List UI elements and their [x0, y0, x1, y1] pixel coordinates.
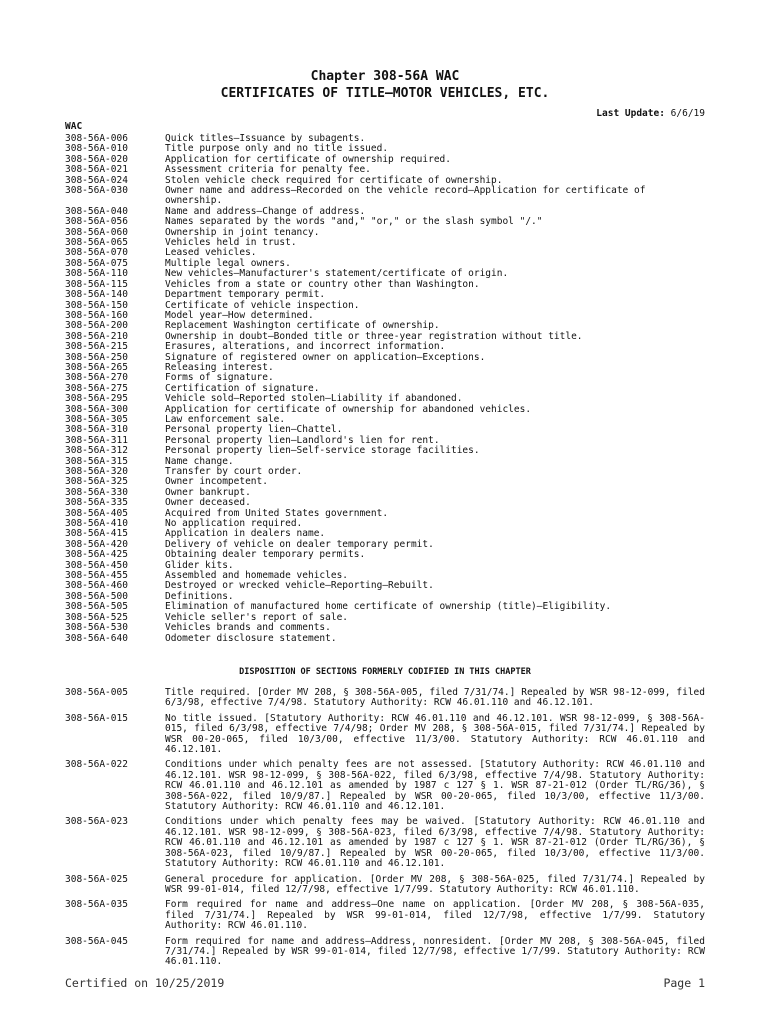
section-title: Owner name and address—Recorded on the vehicle record—Application for certificate of ownership.	[165, 185, 646, 207]
section-number: 308-56A-010	[65, 143, 128, 155]
section-number: 308-56A-060	[65, 226, 128, 238]
section-number: 308-56A-275	[65, 382, 128, 394]
section-title: Personal property lien—Landlord's lien for rent.	[165, 434, 440, 446]
section-row	[65, 457, 705, 467]
disposition-row	[65, 688, 705, 709]
section-row	[65, 467, 705, 477]
section-row	[65, 602, 705, 612]
section-title: Owner incompetent.	[165, 476, 268, 488]
disposition-row	[65, 714, 705, 756]
section-number: 308-56A-410	[65, 518, 128, 530]
section-row	[65, 477, 705, 487]
section-title: Ownership in joint tenancy.	[165, 226, 320, 238]
disposition-text: Conditions under which penalty fees are not assessed. [Statutory Authority: RCW 46.01.110 and 46.12.101. WSR 98-12-099, § 308-56A-022, filed 6/3/98, effective 7/4/98. Statutory Authority: RCW 46.01.110 and 46.12.101 as amended by 1987 c 127 § 1. WSR 87-21-012 (Order TL/RG/36), § 308-56A-022, filed 10/9/87.] Repealed by WSR 00-20-065, filed 10/3/00, effective 11/3/00. Statutory Authority: RCW 46.01.110 and 46.12.101.	[165, 759, 705, 813]
section-number: 308-56A-150	[65, 299, 128, 311]
section-title: Odometer disclosure statement.	[165, 632, 337, 644]
section-title: Elimination of manufactured home certificate of ownership (title)—Eligibility.	[165, 601, 612, 613]
section-title: Definitions.	[165, 590, 234, 602]
section-row	[65, 550, 705, 560]
section-number: 308-56A-335	[65, 497, 128, 509]
section-row	[65, 405, 705, 415]
section-number: 308-56A-305	[65, 413, 128, 425]
section-row	[65, 394, 705, 404]
section-number: 308-56A-425	[65, 549, 128, 561]
section-title: Ownership in doubt—Bonded title or three-year registration without title.	[165, 330, 583, 342]
section-row	[65, 634, 705, 644]
disposition-number: 308-56A-023	[65, 816, 128, 828]
disposition-text: No title issued. [Statutory Authority: RCW 46.01.110 and 46.12.101. WSR 98-12-099, § 308-56A-015, filed 6/3/98, effective 7/4/98; Order MV 208, § 308-56A-015, filed 7/31/74.] Repealed by WSR 00-20-065, filed 10/3/00, effective 11/3/00. Statutory Authority: RCW 46.01.110 and 46.12.101.	[165, 712, 705, 756]
section-number: 308-56A-300	[65, 403, 128, 415]
disposition-row	[65, 937, 705, 968]
section-row	[65, 613, 705, 623]
disposition-text: Form required for name and address—Address, nonresident. [Order MV 208, § 308-56A-045, filed 7/31/74.] Repealed by WSR 99-01-014, filed 12/7/98, effective 1/7/99. Statutory Authority: RCW 46.01.110.	[165, 935, 705, 968]
section-title: Destroyed or wrecked vehicle—Reporting—Rebuilt.	[165, 580, 434, 592]
section-title: Certification of signature.	[165, 382, 320, 394]
section-number: 308-56A-070	[65, 247, 128, 259]
disposition-number: 308-56A-035	[65, 899, 128, 911]
section-number: 308-56A-500	[65, 590, 128, 602]
page-number: Page 1	[663, 976, 705, 990]
section-title: Obtaining dealer temporary permits.	[165, 549, 366, 561]
section-title: Name and address—Change of address.	[165, 205, 366, 217]
section-title: Application in dealers name.	[165, 528, 326, 540]
section-title: Multiple legal owners.	[165, 257, 291, 269]
section-number: 308-56A-056	[65, 216, 128, 228]
section-number: 308-56A-455	[65, 570, 128, 582]
section-title: Vehicle seller's report of sale.	[165, 611, 349, 623]
section-number: 308-56A-140	[65, 289, 128, 301]
section-title: Vehicle sold—Reported stolen—Liability if abandoned.	[165, 393, 463, 405]
section-list	[65, 134, 705, 644]
section-title: Assessment criteria for penalty fee.	[165, 164, 371, 176]
section-number: 308-56A-250	[65, 351, 128, 363]
disposition-heading: DISPOSITION OF SECTIONS FORMERLY CODIFIED IN THIS CHAPTER	[239, 667, 531, 677]
section-title: Application for certificate of ownership for abandoned vehicles.	[165, 403, 532, 415]
section-row	[65, 217, 705, 227]
section-row	[65, 561, 705, 571]
section-number: 308-56A-210	[65, 330, 128, 342]
section-title: Certificate of vehicle inspection.	[165, 299, 360, 311]
section-row	[65, 280, 705, 290]
section-row	[65, 373, 705, 383]
section-title: Acquired from United States government.	[165, 507, 389, 519]
section-title: Stolen vehicle check required for certificate of ownership.	[165, 174, 503, 186]
section-number: 308-56A-030	[65, 185, 128, 197]
disposition-number: 308-56A-005	[65, 687, 128, 698]
section-row	[65, 186, 705, 207]
section-number: 308-56A-021	[65, 164, 128, 176]
section-number: 308-56A-295	[65, 393, 128, 405]
disposition-number: 308-56A-025	[65, 873, 128, 885]
section-number: 308-56A-640	[65, 632, 128, 644]
section-row	[65, 446, 705, 456]
section-title: Vehicles held in trust.	[165, 237, 297, 249]
chapter-title: Chapter 308-56A WAC	[310, 69, 460, 84]
section-title: Replacement Washington certificate of ownership.	[165, 320, 440, 332]
section-number: 308-56A-075	[65, 257, 128, 269]
section-title: Transfer by court order.	[165, 466, 303, 477]
section-row	[65, 488, 705, 498]
section-title: Glider kits.	[165, 559, 234, 571]
section-title: Model year—How determined.	[165, 309, 314, 321]
section-row	[65, 363, 705, 373]
section-title: Vehicles brands and comments.	[165, 622, 331, 634]
section-title: Personal property lien—Self-service storage facilities.	[165, 445, 480, 457]
section-title: Name change.	[165, 455, 234, 467]
section-title: Leased vehicles.	[165, 247, 257, 259]
section-number: 308-56A-265	[65, 361, 128, 373]
section-number: 308-56A-460	[65, 580, 128, 592]
section-number: 308-56A-325	[65, 476, 128, 488]
section-row	[65, 248, 705, 258]
section-number: 308-56A-450	[65, 559, 128, 571]
section-number: 308-56A-312	[65, 445, 128, 457]
disposition-text: General procedure for application. [Order MV 208, § 308-56A-025, filed 7/31/74.] Repealed by WSR 99-01-014, filed 12/7/98, effective 1/7/99. Statutory Authority: RCW 46.01.110.	[165, 873, 705, 895]
section-title: Owner bankrupt.	[165, 486, 251, 498]
section-number: 308-56A-530	[65, 622, 128, 634]
section-number: 308-56A-415	[65, 528, 128, 540]
contents-heading: WAC	[65, 121, 83, 132]
section-row	[65, 155, 705, 165]
disposition-number: 308-56A-045	[65, 935, 128, 947]
section-number: 308-56A-320	[65, 466, 128, 477]
disposition-row	[65, 817, 705, 869]
section-number: 308-56A-115	[65, 278, 128, 290]
disposition-row	[65, 900, 705, 931]
section-row	[65, 238, 705, 248]
section-row	[65, 301, 705, 311]
section-title: Vehicles from a state or country other than Washington.	[165, 278, 480, 290]
section-row	[65, 581, 705, 591]
disposition-list	[65, 688, 705, 973]
section-row	[65, 290, 705, 300]
section-number: 308-56A-024	[65, 174, 128, 186]
section-number: 308-56A-040	[65, 205, 128, 217]
section-title: Names separated by the words "and," "or," or the slash symbol "/."	[165, 216, 543, 228]
disposition-text: Conditions under which penalty fees may be waived. [Statutory Authority: RCW 46.01.110 and 46.12.101. WSR 98-12-099, § 308-56A-023, filed 6/3/98, effective 7/4/98. Statutory Authority: RCW 46.01.110 and 46.12.101 as amended by 1987 c 127 § 1. WSR 87-21-012 (Order TL/RG/36), § 308-56A-023, filed 10/9/87.] Repealed by WSR 00-20-065, filed 10/3/00, effective 11/3/00. Statutory Authority: RCW 46.01.110 and 46.12.101.	[165, 816, 705, 870]
section-number: 308-56A-505	[65, 601, 128, 613]
section-number: 308-56A-215	[65, 341, 128, 353]
disposition-number: 308-56A-015	[65, 712, 128, 724]
last-update-label: Last Update:	[596, 108, 665, 119]
section-number: 308-56A-200	[65, 320, 128, 332]
section-row	[65, 353, 705, 363]
section-title: Delivery of vehicle on dealer temporary permit.	[165, 538, 434, 550]
section-number: 308-56A-270	[65, 372, 128, 384]
section-number: 308-56A-110	[65, 268, 128, 280]
section-number: 308-56A-006	[65, 133, 128, 144]
section-number: 308-56A-310	[65, 424, 128, 436]
section-row	[65, 623, 705, 633]
disposition-number: 308-56A-022	[65, 759, 128, 771]
disposition-text: Title required. [Order MV 208, § 308-56A-005, filed 7/31/74.] Repealed by WSR 98-12-099, filed 6/3/98, effective 7/4/98. Statutory Authority: RCW 46.01.110 and 46.12.101.	[165, 687, 705, 709]
section-number: 308-56A-330	[65, 486, 128, 498]
section-row	[65, 228, 705, 238]
section-title: Quick titles—Issuance by subagents.	[165, 133, 366, 144]
section-row	[65, 519, 705, 529]
section-title: Erasures, alterations, and incorrect information.	[165, 341, 446, 353]
section-number: 308-56A-065	[65, 237, 128, 249]
last-update-value: 6/6/19	[670, 108, 705, 119]
section-title: Law enforcement sale.	[165, 413, 286, 425]
section-title: New vehicles—Manufacturer's statement/certificate of origin.	[165, 268, 509, 280]
section-row	[65, 342, 705, 352]
section-title: Assembled and homemade vehicles.	[165, 570, 349, 582]
certified-date: Certified on 10/25/2019	[65, 976, 225, 990]
section-number: 308-56A-405	[65, 507, 128, 519]
section-title: Application for certificate of ownership required.	[165, 153, 451, 165]
disposition-text: Form required for name and address—One name on application. [Order MV 208, § 308-56A-035, filed 7/31/74.] Repealed by WSR 99-01-014, filed 12/7/98, effective 1/7/99. Statutory Authority: RCW 46.01.110.	[165, 899, 705, 932]
chapter-subtitle: CERTIFICATES OF TITLE—MOTOR VEHICLES, ETC.	[220, 86, 550, 101]
section-title: Personal property lien—Chattel.	[165, 424, 343, 436]
section-title: Signature of registered owner on application—Exceptions.	[165, 351, 486, 363]
section-title: Forms of signature.	[165, 372, 274, 384]
section-row	[65, 415, 705, 425]
disposition-row	[65, 760, 705, 812]
section-number: 308-56A-160	[65, 309, 128, 321]
disposition-row	[65, 875, 705, 896]
section-row	[65, 509, 705, 519]
section-number: 308-56A-525	[65, 611, 128, 623]
section-row	[65, 540, 705, 550]
section-title: Department temporary permit.	[165, 289, 326, 301]
last-update	[596, 108, 705, 120]
section-number: 308-56A-420	[65, 538, 128, 550]
section-title: Releasing interest.	[165, 361, 274, 373]
section-number: 308-56A-311	[65, 434, 128, 446]
section-title: Owner deceased.	[165, 497, 251, 509]
section-number: 308-56A-020	[65, 153, 128, 165]
section-title: No application required.	[165, 518, 303, 530]
section-title: Title purpose only and no title issued.	[165, 143, 389, 155]
section-number: 308-56A-315	[65, 455, 128, 467]
